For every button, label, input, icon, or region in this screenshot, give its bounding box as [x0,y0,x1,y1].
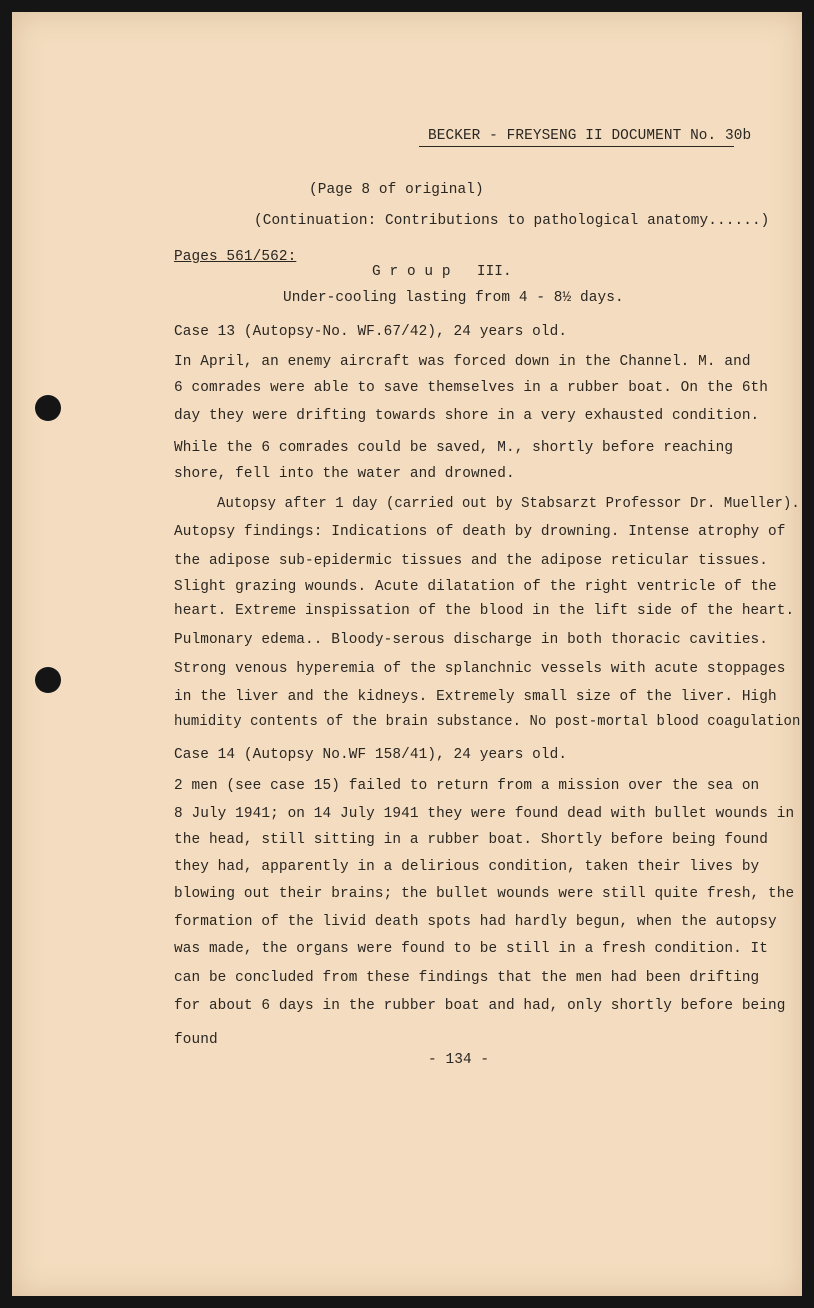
case-14-narrative-line: they had, apparently in a delirious condition, taken their lives by [174,859,760,875]
case-14-narrative-line: for about 6 days in the rubber boat and had, only shortly before being [174,998,786,1014]
document-header: BECKER - FREYSENG II DOCUMENT No. 30b [428,128,752,144]
case-14-narrative-line: was made, the organs were found to be still in a fresh condition. It [174,941,769,957]
case-14-narrative-line: found [174,1032,218,1048]
group-subtitle: Under-cooling lasting from 4 - 8½ days. [283,290,624,306]
case-13-findings-line: in the liver and the kidneys. Extremely small size of the liver. High [174,689,777,705]
punch-hole-upper [35,395,61,421]
case-14-narrative-line: the head, still sitting in a rubber boat. Shortly before being found [174,832,769,848]
case-14-narrative-line: 2 men (see case 15) failed to return from a mission over the sea on [174,778,760,794]
case-14-narrative-line: can be concluded from these findings that the men had been drifting [174,970,760,986]
header-rule [419,146,734,147]
case-13-narrative-line: While the 6 comrades could be saved, M., shortly before reaching [174,440,734,456]
page-number: - 134 - [428,1052,490,1068]
case-13-findings-line: Slight grazing wounds. Acute dilatation of the right ventricle of the [174,579,777,595]
case-13-heading: Case 13 (Autopsy-No. WF.67/42), 24 years old. [174,324,568,340]
pages-label: Pages 561/562: [174,249,297,265]
punch-hole-lower [35,667,61,693]
case-13-findings-line: humidity contents of the brain substance. No post-mortal blood coagulation [174,714,801,730]
case-14-narrative-line: 8 July 1941; on 14 July 1941 they were found dead with bullet wounds in [174,806,795,822]
case-13-narrative-line: day they were drifting towards shore in a very exhausted condition. [174,408,760,424]
continuation-note: (Continuation: Contributions to pathological anatomy......) [254,213,770,229]
case-13-findings-line: Autopsy findings: Indications of death by drowning. Intense atrophy of [174,524,786,540]
case-13-findings-line: Strong venous hyperemia of the splanchnic vessels with acute stoppages [174,661,786,677]
case-14-narrative-line: blowing out their brains; the bullet wounds were still quite fresh, the [174,886,795,902]
case-13-findings-line: Pulmonary edema.. Bloody-serous discharge in both thoracic cavities. [174,632,769,648]
case-13-findings-line: the adipose sub-epidermic tissues and the adipose reticular tissues. [174,553,769,569]
group-title: G r o u p III. [372,264,512,280]
original-page-note: (Page 8 of original) [309,182,484,198]
case-14-narrative-line: formation of the livid death spots had hardly begun, when the autopsy [174,914,777,930]
case-13-findings-line: Autopsy after 1 day (carried out by Stabsarzt Professor Dr. Mueller). [217,496,800,512]
case-13-findings-line: heart. Extreme inspissation of the blood in the lift side of the heart. [174,603,795,619]
case-13-narrative-line: 6 comrades were able to save themselves in a rubber boat. On the 6th [174,380,769,396]
document-page [12,12,802,1296]
case-13-narrative-line: shore, fell into the water and drowned. [174,466,515,482]
case-13-narrative-line: In April, an enemy aircraft was forced down in the Channel. M. and [174,354,751,370]
case-14-heading: Case 14 (Autopsy No.WF 158/41), 24 years old. [174,747,568,763]
